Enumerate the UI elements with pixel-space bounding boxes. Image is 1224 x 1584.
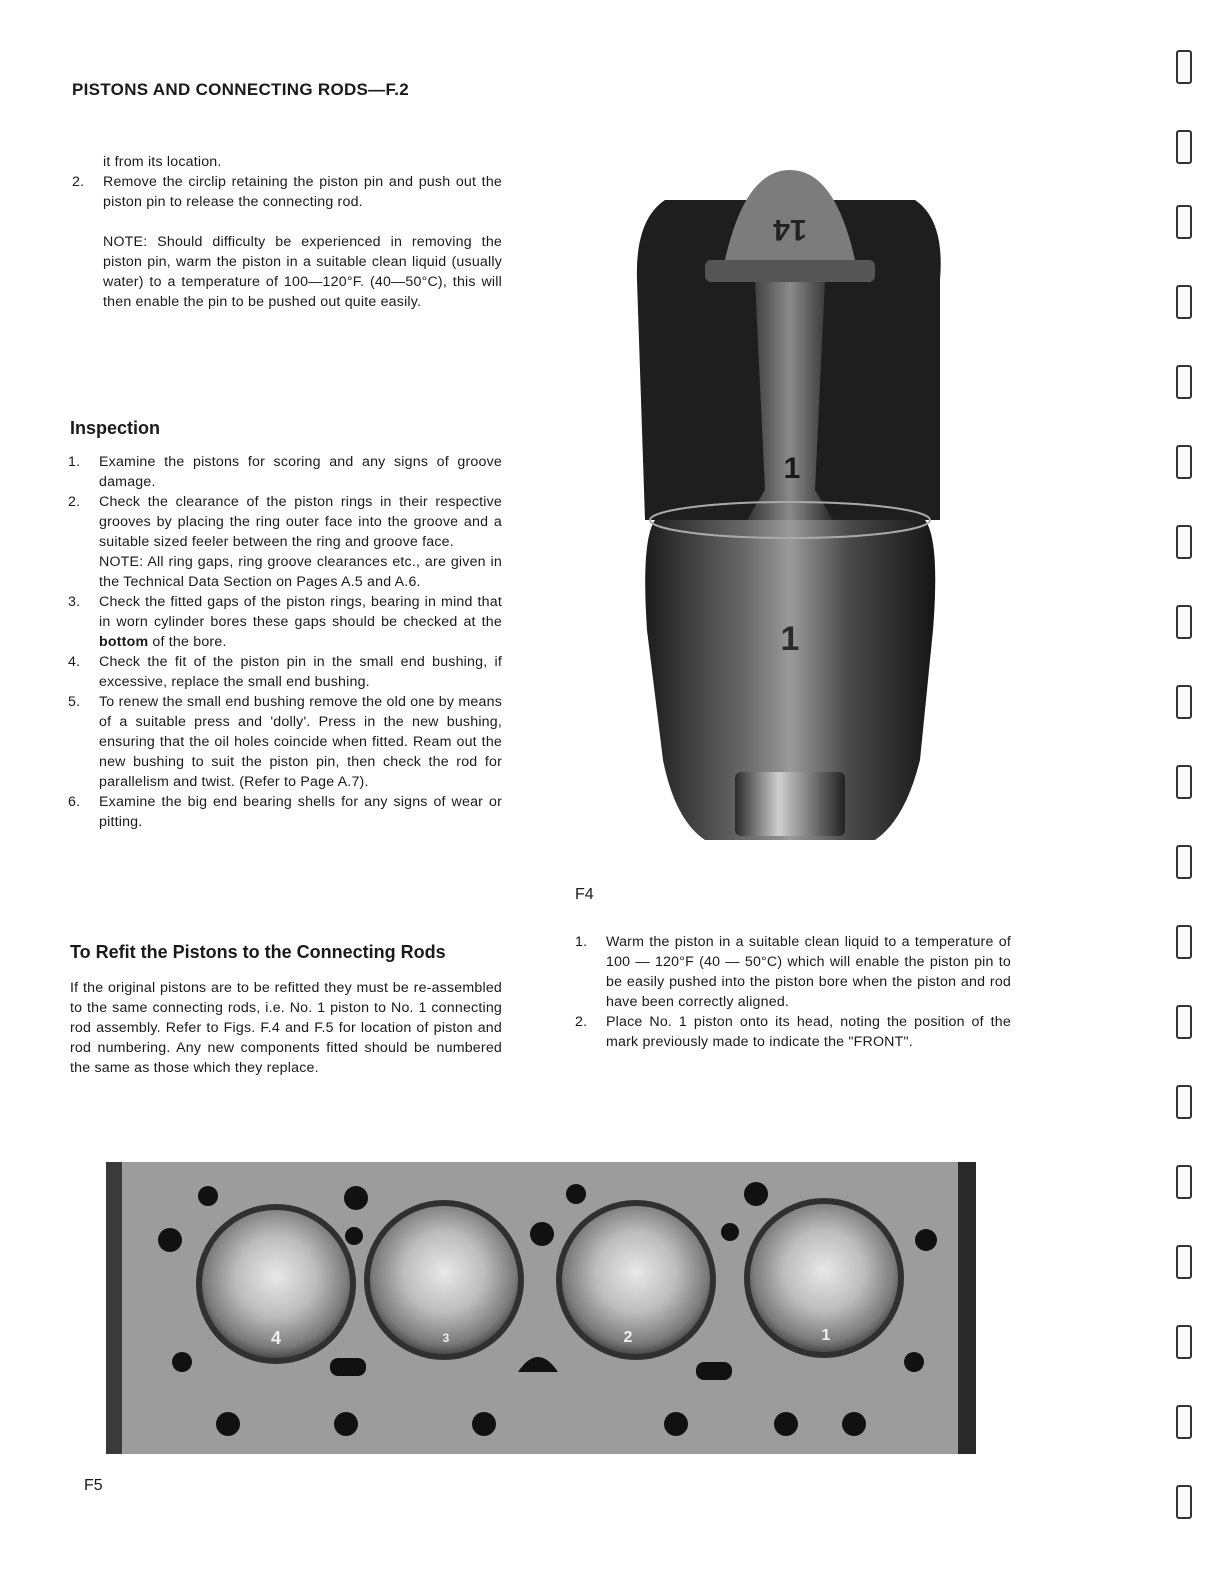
- note-piston-pin: NOTE: Should difficulty be experienced in removing the piston pin, warm the piston in a suitable clean liquid (usually water) to a temperature of 100—120°F. (40—50°C), this will then enable the pin to be pushed out quite easily.: [103, 234, 502, 310]
- continuation-text: it from its location.: [103, 154, 222, 170]
- list-item: [68, 792, 502, 832]
- step-number: 2.: [575, 1014, 588, 1030]
- list-item: [575, 1012, 1011, 1052]
- cap-bolt-band: [705, 260, 875, 282]
- figure-f5-photo: [106, 1162, 976, 1454]
- binder-ring: [1176, 605, 1192, 639]
- step-text: Examine the big end bearing shells for any signs of wear or pitting.: [99, 794, 502, 830]
- binder-ring: [1176, 925, 1192, 959]
- piston-number-mark: 1: [780, 620, 800, 658]
- list-item: [72, 172, 502, 212]
- step-number: 1.: [68, 454, 81, 470]
- piston-nut-shape: [735, 772, 845, 836]
- block-right-edge: [958, 1162, 976, 1454]
- step-text: Check the fit of the piston pin in the small end bushing, if excessive, replace the small end bushing.: [99, 654, 502, 690]
- binder-rings: [1176, 50, 1194, 1550]
- step-text-end: of the bore.: [148, 634, 227, 650]
- step-bold-word: bottom: [99, 634, 149, 650]
- inspection-steps: [68, 452, 502, 832]
- binder-ring: [1176, 685, 1192, 719]
- binder-ring: [1176, 365, 1192, 399]
- list-item: [68, 692, 502, 792]
- list-item: [68, 492, 502, 592]
- figure-f4-photo: [575, 160, 1005, 860]
- rod-number-mark: 1: [783, 452, 801, 485]
- binder-ring: [1176, 1085, 1192, 1119]
- inspection-section: [68, 452, 502, 832]
- step-note: NOTE: All ring gaps, ring groove clearances etc., are given in the Technical Data Section on Pages A.5 and A.6.: [99, 554, 502, 590]
- step-text: Check the fitted gaps of the piston rings, bearing in mind that in worn cylinder bores these gaps should be checked at the: [99, 594, 502, 630]
- engine-block-illustration: [106, 1162, 976, 1454]
- step-text: Remove the circlip retaining the piston pin and push out the piston pin to release the connecting rod.: [103, 174, 502, 210]
- step-text: Check the clearance of the piston rings in their respective grooves by placing the ring outer face into the groove and a suitable sized feeler between the ring and groove face.: [99, 494, 502, 550]
- step-text: Examine the pistons for scoring and any signs of groove damage.: [99, 454, 502, 490]
- removal-steps: [72, 172, 502, 212]
- piston-number-label: 3: [442, 1331, 450, 1345]
- binder-ring: [1176, 1245, 1192, 1279]
- binder-ring: [1176, 285, 1192, 319]
- refit-paragraph: If the original pistons are to be refitted they must be re-assembled to the same connecting rods, i.e. No. 1 piston to No. 1 connecting rod assembly. Refer to Figs. F.4 and F.5 for location of piston and rod numbering. Any new components fitted should be numbered the same as those which they replace.: [70, 980, 502, 1076]
- figure-f4-caption: F4: [575, 886, 594, 903]
- piston-crown: [562, 1206, 710, 1354]
- piston-number-label: 4: [270, 1328, 282, 1348]
- binder-ring: [1176, 205, 1192, 239]
- binder-ring: [1176, 1165, 1192, 1199]
- list-item: [68, 652, 502, 692]
- step-number: 3.: [68, 594, 81, 610]
- step-text: To renew the small end bushing remove the old one by means of a suitable press and 'dolly'. Press in the new bushing, ensuring that the oil holes coincide when fitted. Ream out the new bushing to suit the piston pin, then check the rod for parallelism and twist. (Refer to Page A.7).: [99, 694, 502, 790]
- binder-ring: [1176, 1485, 1192, 1519]
- block-left-edge: [106, 1162, 122, 1454]
- binder-ring: [1176, 1325, 1192, 1359]
- binder-ring: [1176, 525, 1192, 559]
- binder-ring: [1176, 445, 1192, 479]
- binder-ring: [1176, 845, 1192, 879]
- inspection-heading: Inspection: [70, 418, 161, 438]
- step-text: Warm the piston in a suitable clean liquid to a temperature of 100 — 120°F (40 — 50°C) which will enable the piston pin to be easily pushed into the piston bore when the piston and rod have been correctly aligned.: [606, 934, 1011, 1010]
- step-number: 2.: [68, 494, 81, 510]
- step-text: Place No. 1 piston onto its head, noting the position of the mark previously made to indicate the "FRONT".: [606, 1014, 1011, 1050]
- step-number: 1.: [575, 934, 588, 950]
- refit-steps: [575, 932, 1011, 1052]
- figure-f5-caption: F5: [84, 1477, 103, 1494]
- piston-rod-illustration: [575, 160, 1005, 860]
- binder-ring: [1176, 130, 1192, 164]
- list-item: [575, 932, 1011, 1012]
- page-title: PISTONS AND CONNECTING RODS—F.2: [72, 80, 410, 99]
- refit-steps-section: [575, 932, 1011, 1052]
- piston-number-label: 2: [623, 1329, 633, 1346]
- binder-ring: [1176, 50, 1192, 84]
- step-number: 5.: [68, 694, 81, 710]
- refit-heading: To Refit the Pistons to the Connecting Rods: [70, 942, 446, 962]
- binder-ring: [1176, 765, 1192, 799]
- piston-number-label: 1: [821, 1327, 831, 1344]
- cap-number-mark: 14: [773, 213, 807, 246]
- step-number: 2.: [72, 174, 85, 190]
- binder-ring: [1176, 1005, 1192, 1039]
- step-number: 6.: [68, 794, 81, 810]
- left-top-section: [72, 152, 502, 312]
- list-item: [68, 452, 502, 492]
- step-number: 4.: [68, 654, 81, 670]
- list-item: [68, 592, 502, 652]
- binder-ring: [1176, 1405, 1192, 1439]
